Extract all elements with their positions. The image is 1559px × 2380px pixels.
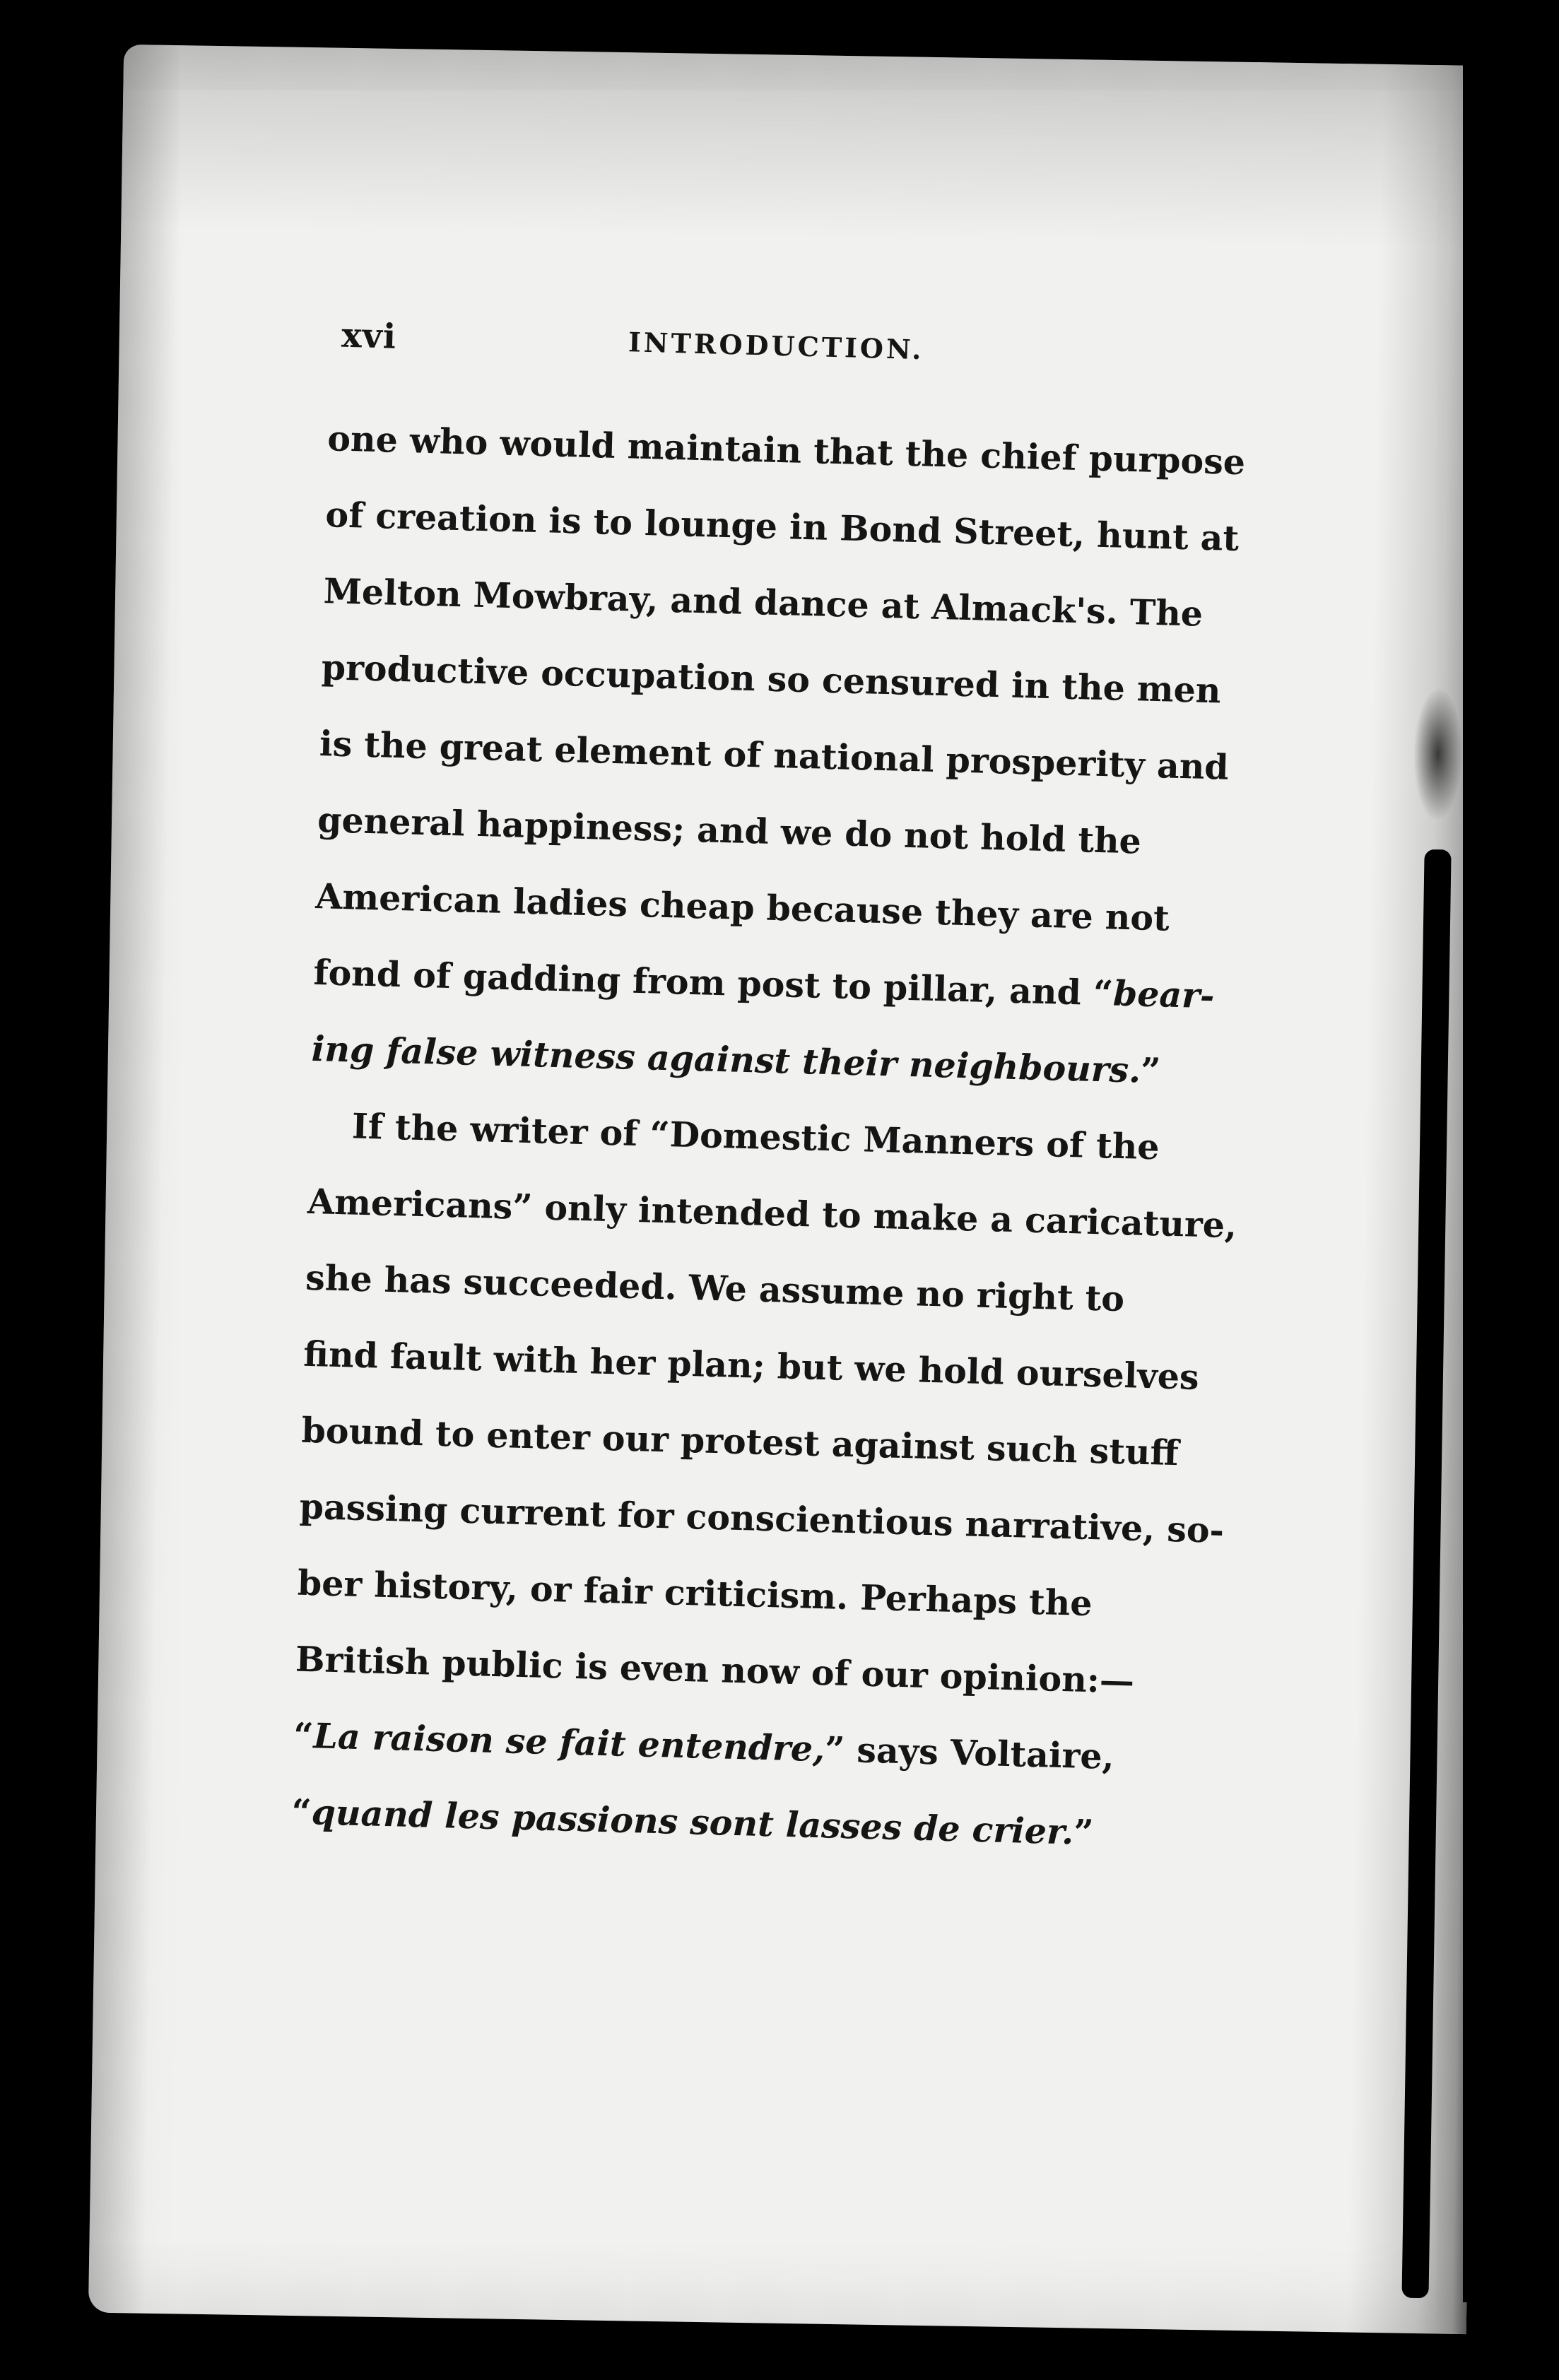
- text-line: she has succeeded. We assume no right to: [305, 1256, 1125, 1320]
- italic-segment: bear-: [1112, 972, 1216, 1017]
- text-segment: ” says Voltaire,: [824, 1728, 1115, 1777]
- page-number: xvi: [341, 315, 397, 357]
- text-line: bound to enter our protest against such stuff: [300, 1409, 1179, 1474]
- italic-segment: ing false witness against their neighbours.: [311, 1027, 1141, 1091]
- text-line: of creation is to lounge in Bond Street, hunt at: [324, 494, 1240, 559]
- text-line: is the great element of national prosperity and: [319, 723, 1230, 788]
- text-segment: ”: [1073, 1811, 1095, 1854]
- running-head: INTRODUCTION.: [628, 326, 925, 366]
- text-line: one who would maintain that the chief purpose: [326, 418, 1246, 483]
- text-segment: ”: [1140, 1049, 1162, 1092]
- text-segment: fond of gadding from post to pillar, and “: [312, 951, 1114, 1014]
- text-line: American ladies cheap because they are not: [314, 875, 1170, 939]
- text-line: productive occupation so censured in the men: [321, 647, 1222, 712]
- text-segment: “: [290, 1791, 312, 1833]
- italic-segment: quand les passions sont lasses de crier.: [310, 1791, 1075, 1853]
- text-line: If the writer of “Domestic Manners of the: [351, 1105, 1160, 1168]
- text-line: Americans” only intended to make a caricature,: [307, 1180, 1237, 1247]
- paragraph-2: [257, 1086, 1237, 1872]
- text-line: passing current for conscientious narrative, so-: [299, 1485, 1225, 1551]
- italic-segment: La raison se fait entendre,: [312, 1715, 825, 1770]
- page-text: [257, 314, 1246, 1871]
- text-line: ber history, or fair criticism. Perhaps the: [297, 1562, 1093, 1625]
- paragraph-1: [276, 399, 1246, 1109]
- binding-ink-blot: [1412, 687, 1464, 822]
- dark-scan-border: [1463, 55, 1559, 2302]
- text-line: Melton Mowbray, and dance at Almack's. The: [323, 570, 1204, 635]
- text-segment: “: [293, 1714, 314, 1757]
- text-line: general happiness; and we do not hold the: [317, 799, 1142, 862]
- text-line: find fault with her plan; but we hold ourselves: [302, 1333, 1200, 1398]
- text-line: British public is even now of our opinion:—: [295, 1638, 1135, 1702]
